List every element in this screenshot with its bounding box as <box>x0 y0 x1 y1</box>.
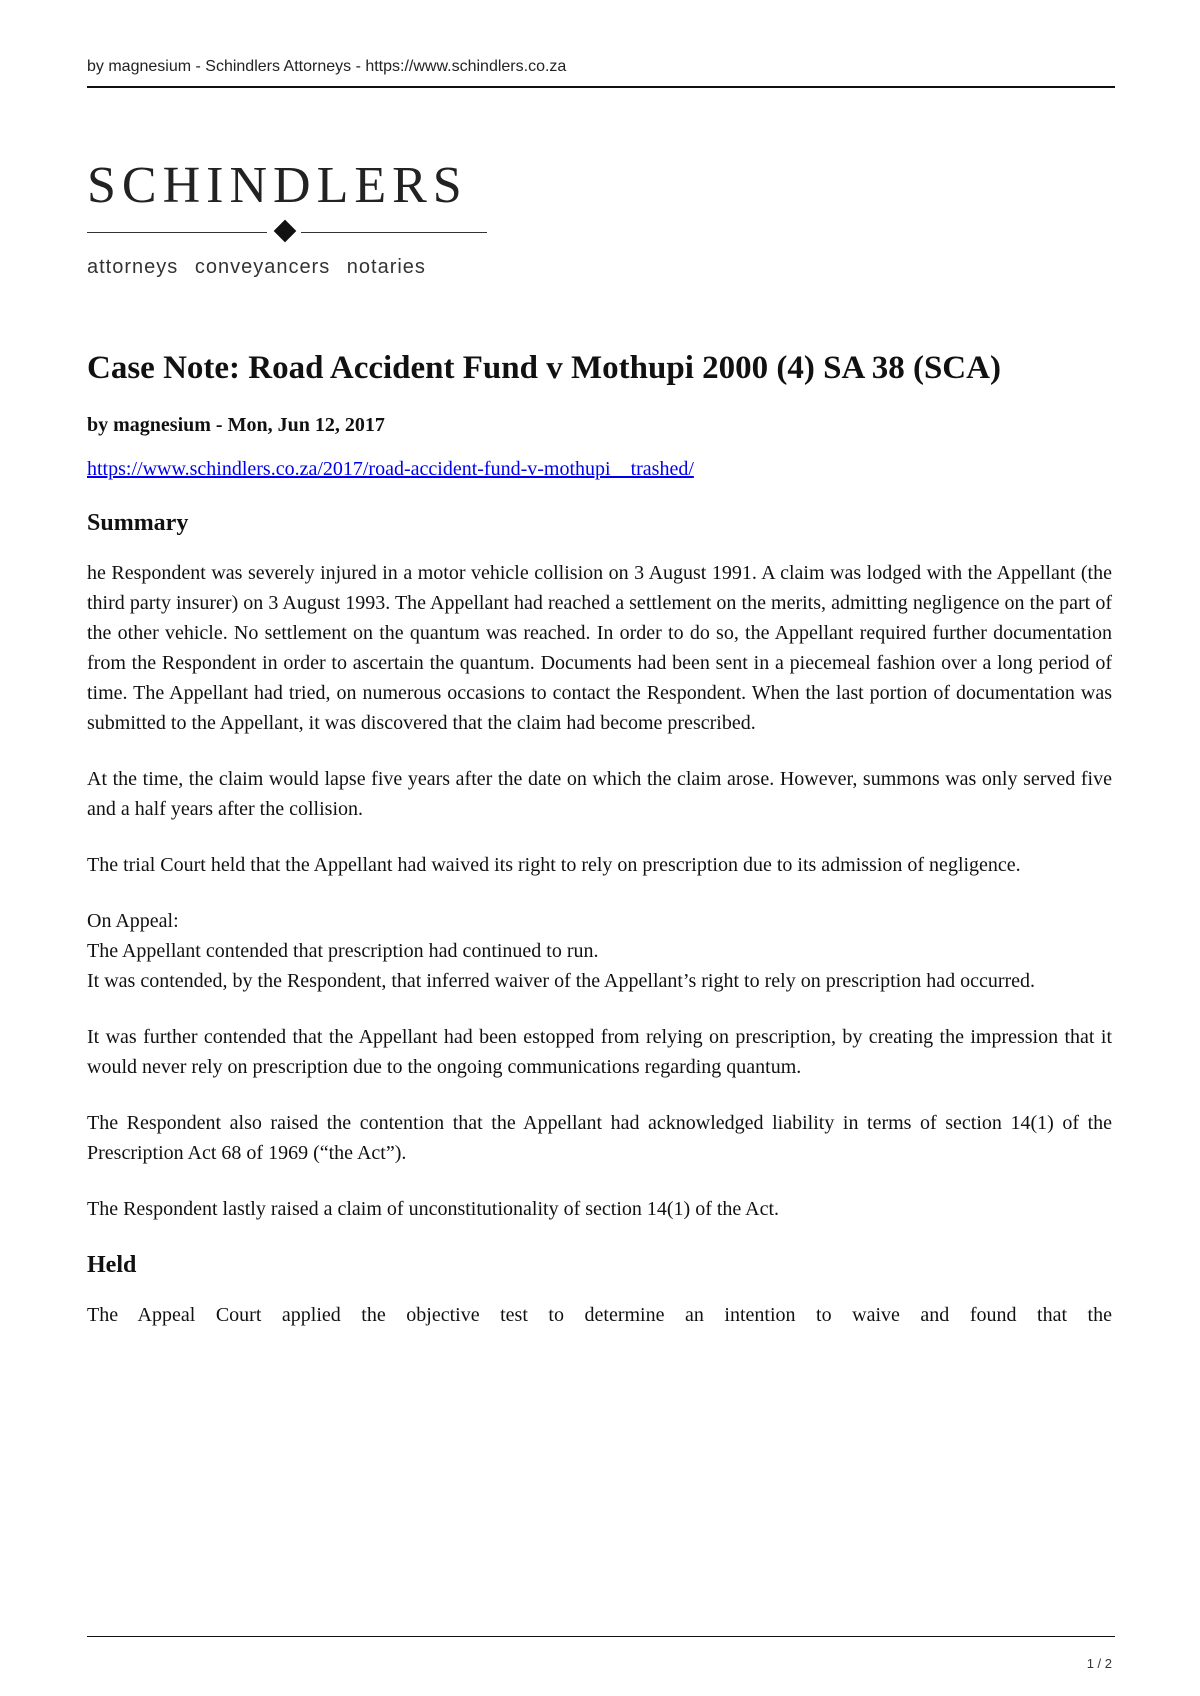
on-appeal-line: On Appeal: <box>87 910 179 932</box>
page-number: 1 / 2 <box>1086 1656 1112 1671</box>
article <box>87 348 1112 1330</box>
respondent-contention-line: It was contended, by the Respondent, that inferred waiver of the Appellant’s right to rely on prescription had occurred. <box>87 970 1036 992</box>
page-header-text: by magnesium - Schindlers Attorneys - https://www.schindlers.co.za <box>87 58 567 75</box>
held-heading: Held <box>87 1252 137 1278</box>
footer-rule <box>87 1636 1115 1637</box>
article-title: Case Note: Road Accident Fund v Mothupi 2000 (4) SA 38 (SCA) <box>87 350 1001 386</box>
logo-name: SCHINDLERS <box>87 157 468 214</box>
summary-paragraph-4 <box>87 906 1112 996</box>
summary-paragraph-5: It was further contended that the Appellant had been estopped from relying on prescription, by creating the impression that it would never rely on prescription due to the ongoing communications regarding quantum. <box>87 1026 1112 1078</box>
article-byline: by magnesium - Mon, Jun 12, 2017 <box>87 414 385 436</box>
held-paragraph-1: The Appeal Court applied the objective test to determine an intention to waive and found that the <box>87 1304 1112 1326</box>
summary-paragraph-6: The Respondent also raised the contention that the Appellant had acknowledged liability in terms of section 14(1) of the Prescription Act 68 of 1969 (“the Act”). <box>87 1112 1112 1164</box>
schindlers-logo <box>87 157 487 280</box>
header-rule <box>87 86 1115 88</box>
article-url-link[interactable]: https://www.schindlers.co.za/2017/road-accident-fund-v-mothupi__trashed/ <box>87 458 694 480</box>
diamond-icon <box>274 220 297 243</box>
logo-tagline: attorneys conveyancers notaries <box>87 256 426 278</box>
summary-paragraph-3: The trial Court held that the Appellant had waived its right to rely on prescription due to its admission of negligence. <box>87 854 1021 876</box>
summary-paragraph-2: At the time, the claim would lapse five years after the date on which the claim arose. However, summons was only served five and a half years after the collision. <box>87 768 1112 820</box>
appellant-contention-line: The Appellant contended that prescription had continued to run. <box>87 940 599 962</box>
logo-line-left <box>87 232 267 233</box>
summary-heading: Summary <box>87 510 189 536</box>
logo-line-right <box>301 232 487 233</box>
summary-paragraph-1: he Respondent was severely injured in a motor vehicle collision on 3 August 1991. A claim was lodged with the Appellant (the third party insurer) on 3 August 1993. The Appellant had reached a settlement on the merits, admitting negligence on the part of the other vehicle. No settlement on the quantum was reached. In order to do so, the Appellant required further documentation from the Respondent in order to ascertain the quantum. Documents had been sent in a piecemeal fashion over a long period of time. The Appellant had tried, on numerous occasions to contact the Respondent. When the last portion of documentation was submitted to the Appellant, it was discovered that the claim had become prescribed. <box>87 562 1112 734</box>
summary-paragraph-7: The Respondent lastly raised a claim of unconstitutionality of section 14(1) of the Act. <box>87 1198 780 1220</box>
